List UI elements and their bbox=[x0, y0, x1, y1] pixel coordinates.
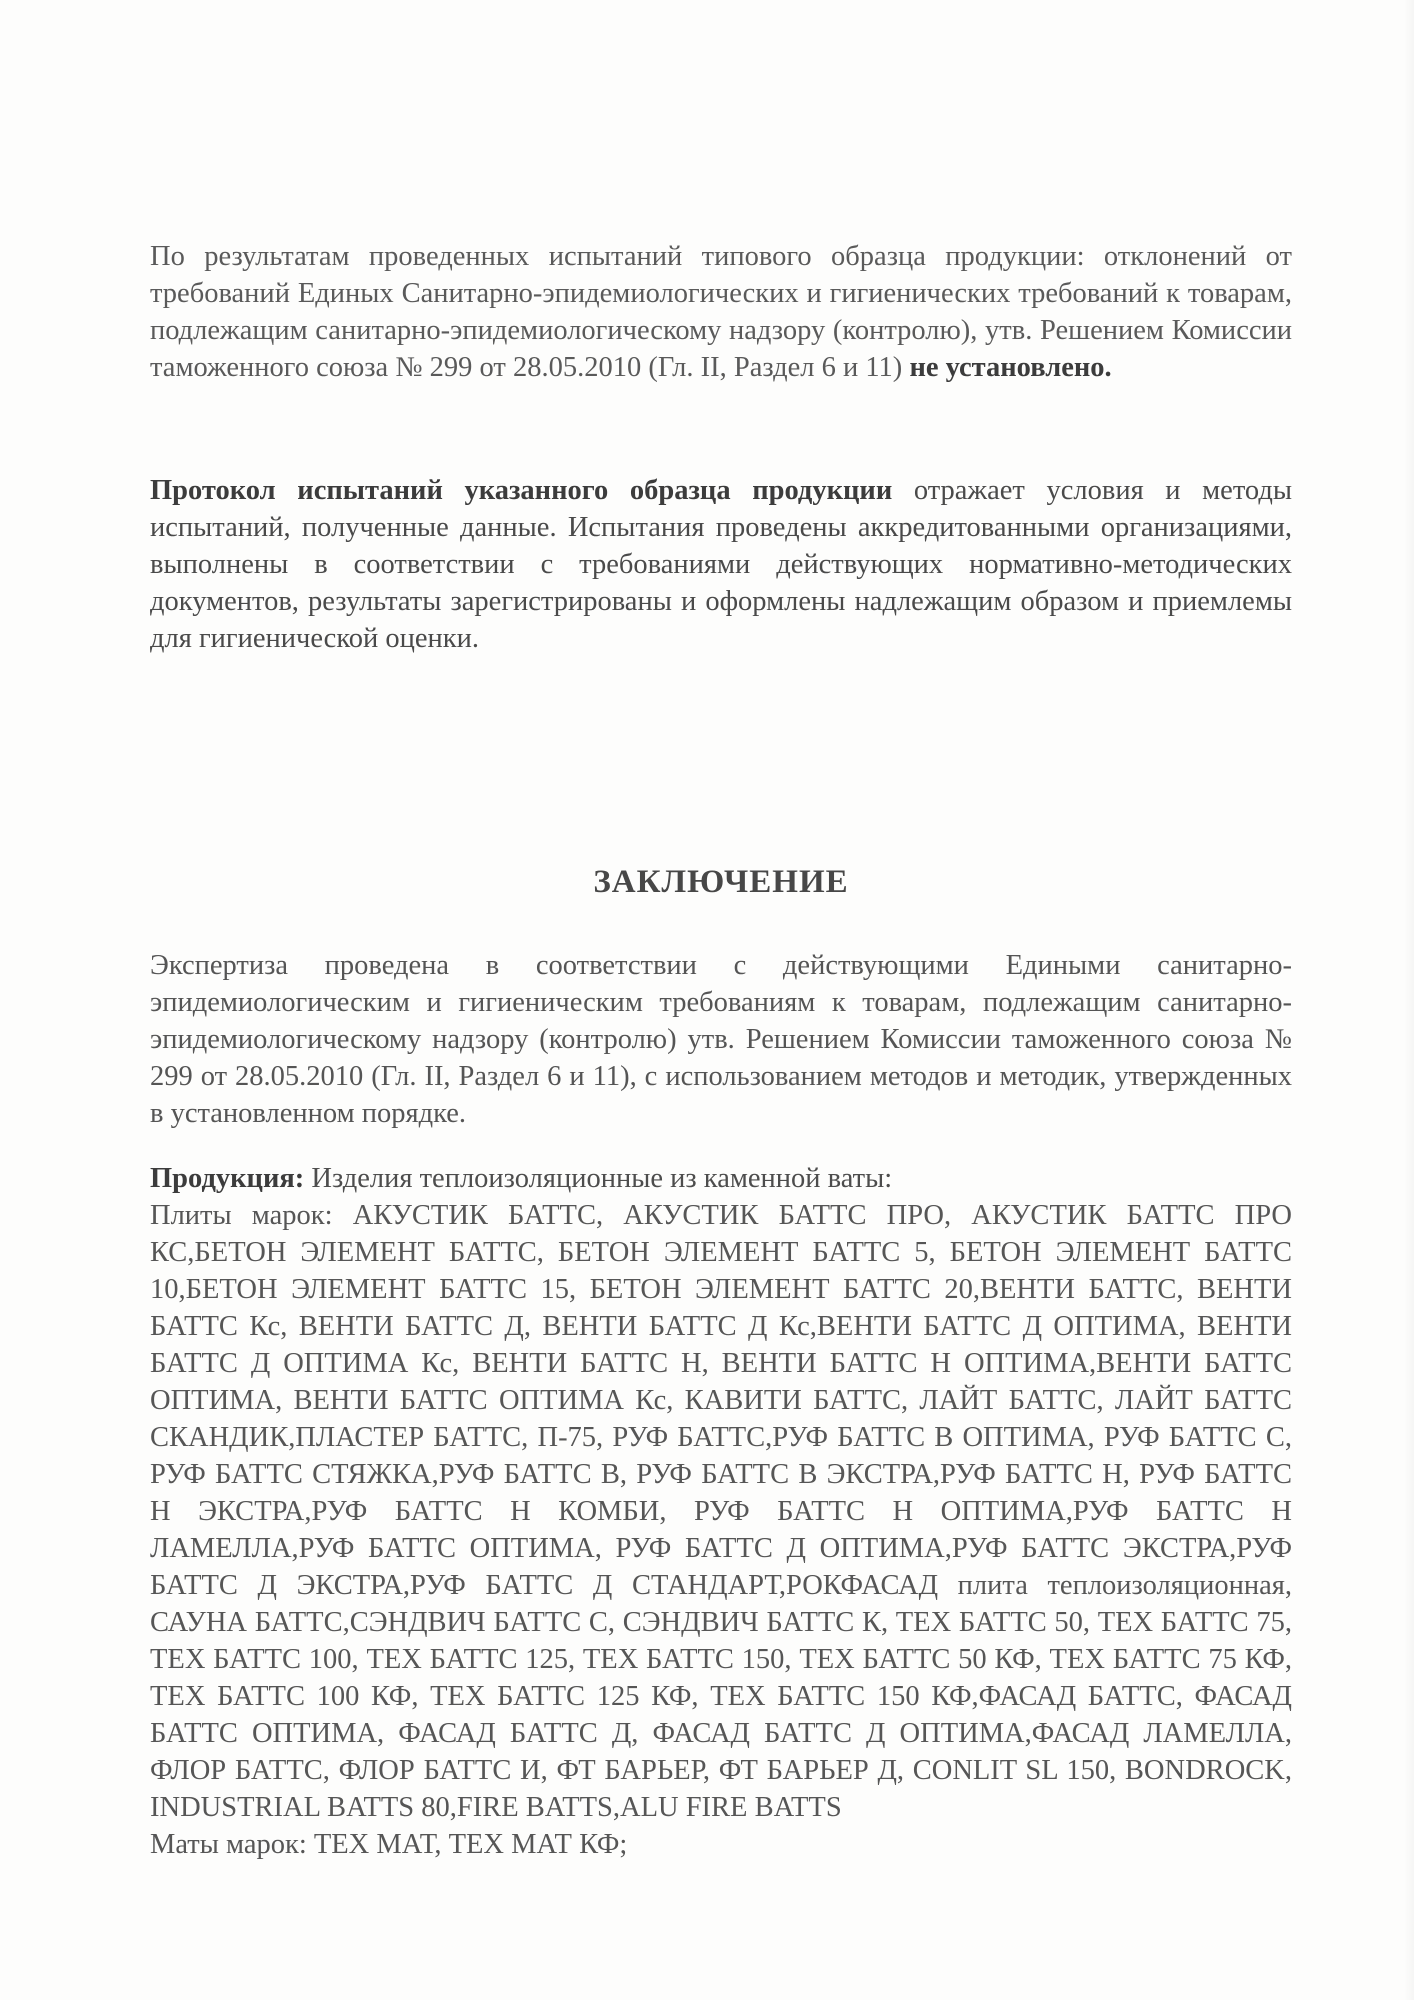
paragraph-product-slabs: Плиты марок: АКУСТИК БАТТС, АКУСТИК БАТТС ПРО, АКУСТИК БАТТС ПРО КС,БЕТОН ЭЛЕМЕНТ БАТТС, БЕТОН ЭЛЕМЕНТ БАТТС 5, БЕТОН ЭЛЕМЕНТ БАТТС 10,БЕТОН ЭЛЕМЕНТ БАТТС 15, БЕТОН ЭЛЕМЕНТ БАТТС 20,ВЕНТИ БАТТС, ВЕНТИ БАТТС Кс, ВЕНТИ БАТТС Д, ВЕНТИ БАТТС Д Кс,ВЕНТИ БАТТС Д ОПТИМА, ВЕНТИ БАТТС Д ОПТИМА Кс, ВЕНТИ БАТТС Н, ВЕНТИ БАТТС Н ОПТИМА,ВЕНТИ БАТТС ОПТИМА, ВЕНТИ БАТТС ОПТИМА Кс, КАВИТИ БАТТС, ЛАЙТ БАТТС, ЛАЙТ БАТТС СКАНДИК,ПЛАСТЕР БАТТС, П-75, РУФ БАТТС,РУФ БАТТС В ОПТИМА, РУФ БАТТС С, РУФ БАТТС СТЯЖКА,РУФ БАТТС В, РУФ БАТТС В ЭКСТРА,РУФ БАТТС Н, РУФ БАТТС Н ЭКСТРА,РУФ БАТТС Н КОМБИ, РУФ БАТТС Н ОПТИМА,РУФ БАТТС Н ЛАМЕЛЛА,РУФ БАТТС ОПТИМА, РУФ БАТТС Д ОПТИМА,РУФ БАТТС ЭКСТРА,РУФ БАТТС Д ЭКСТРА,РУФ БАТТС Д СТАНДАРТ,РОКФАСАД плита теплоизоляционная, САУНА БАТТС,СЭНДВИЧ БАТТС С, СЭНДВИЧ БАТТС К, ТЕХ БАТТС 50, ТЕХ БАТТС 75, ТЕХ БАТТС 100, ТЕХ БАТТС 125, ТЕХ БАТТС 150, ТЕХ БАТТС 50 КФ, ТЕХ БАТТС 75 КФ, ТЕХ БАТТС 100 КФ, ТЕХ БАТТС 125 КФ, ТЕХ БАТТС 150 КФ,ФАСАД БАТТС, ФАСАД БАТТС ОПТИМА, ФАСАД БАТТС Д, ФАСАД БАТТС Д ОПТИМА,ФАСАД ЛАМЕЛЛА, ФЛОР БАТТС, ФЛОР БАТТС И, ФТ БАРЬЕР, ФТ БАРЬЕР Д, CONLIT SL 150, BONDROCK, INDUSTRIAL BATTS 80,FIRE BATTS,ALU FIRE BATTS bbox=[150, 1200, 1292, 1823]
paragraph-product-mats: Маты марок: ТЕХ МАТ, ТЕХ МАТ КФ; bbox=[150, 1829, 628, 1860]
products-label: Продукция: bbox=[150, 1163, 305, 1194]
paragraph-protocol bbox=[150, 472, 1292, 657]
conclusion-heading: ЗАКЛЮЧЕНИЕ bbox=[593, 864, 849, 900]
paragraph-test-results bbox=[150, 238, 1292, 386]
test-results-verdict: не установлено. bbox=[909, 352, 1112, 383]
protocol-text: отражает условия и методы испытаний, полученные данные. Испытания проведены аккредитованными организациями, выполнены в соответствии с требованиями действующих нормативно-методических документов, результаты зарегистрированы и оформлены надлежащим образом и приемлемы для гигиенической оценки. bbox=[150, 475, 1292, 654]
products-intro: Изделия теплоизоляционные из каменной ваты: bbox=[311, 1163, 893, 1194]
paragraph-expertise: Экспертиза проведена в соответствии с действующими Едиными санитарно-эпидемиологическим и гигиеническим требованиям к товарам, подлежащим санитарно-эпидемиологическому надзору (контролю) утв. Решением Комиссии таможенного союза № 299 от 28.05.2010 (Гл. II, Раздел 6 и 11), с использованием методов и методик, утвержденных в установленном порядке. bbox=[150, 950, 1292, 1129]
test-results-text: По результатам проведенных испытаний типового образца продукции: отклонений от требований Единых Санитарно-эпидемиологических и гигиенических требований к товарам, подлежащим санитарно-эпидемиологическому надзору (контролю), утв. Решением Комиссии таможенного союза № 299 от 28.05.2010 (Гл. II, Раздел 6 и 11) bbox=[150, 241, 1292, 383]
scan-edge-shade bbox=[1404, 0, 1414, 2000]
protocol-bold-lead: Протокол испытаний указанного образца продукции bbox=[150, 475, 893, 506]
paragraph-products-header bbox=[150, 1160, 1292, 1197]
